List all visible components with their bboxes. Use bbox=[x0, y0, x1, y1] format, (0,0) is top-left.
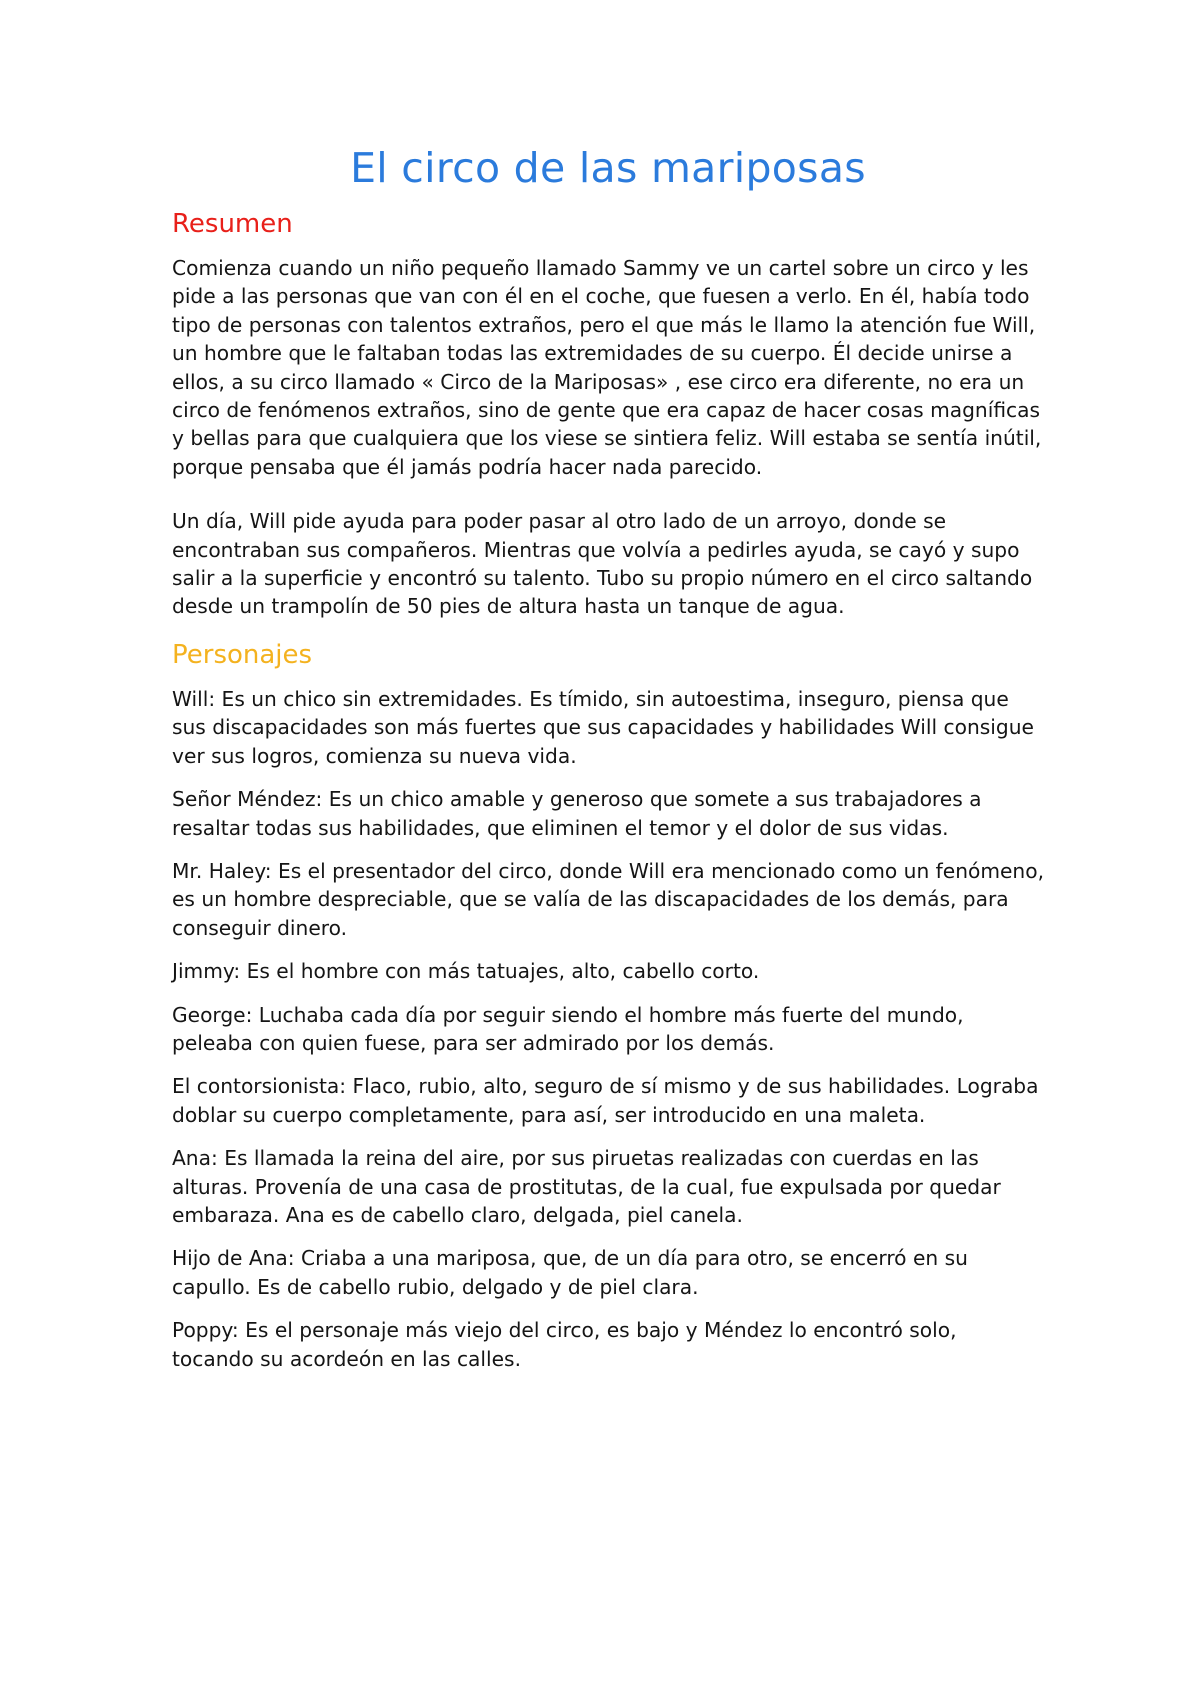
character-poppy: Poppy: Es el personaje más viejo del circo, es bajo y Méndez lo encontró solo, tocando su acordeón en las calles. bbox=[172, 1318, 957, 1371]
character-ana: Ana: Es llamada la reina del aire, por sus piruetas realizadas con cuerdas en las alturas. Provenía de una casa de prostitutas, de la cual, fue expulsada por quedar embaraza. Ana es de cabello claro, delgada, piel canela. bbox=[172, 1146, 1001, 1227]
character-contorsionista: El contorsionista: Flaco, rubio, alto, seguro de sí mismo y de sus habilidades. Lograba doblar su cuerpo completamente, para así, ser introducido en una maleta. bbox=[172, 1074, 1039, 1127]
character-hijo-de-ana: Hijo de Ana: Criaba a una mariposa, que, de un día para otro, se encerró en su capullo. Es de cabello rubio, delgado y de piel clara. bbox=[172, 1246, 968, 1299]
summary-paragraph-1: Comienza cuando un niño pequeño llamado Sammy ve un cartel sobre un circo y les pide a las personas que van con él en el coche, que fuesen a verlo. En él, había todo tipo de personas con talentos extraños, pero el que más le llamo la atención fue Will, un hombre que le faltaban todas las extremidades de su cuerpo. Él decide unirse a ellos, a su circo llamado « Circo de la Mariposas» , ese circo era diferente, no era un circo de fenómenos extraños, sino de gente que era capaz de hacer cosas magníficas y bellas para que cualquiera que los viese se sintiera feliz. Will estaba se sentía inútil, porque pensaba que él jamás podría hacer nada parecido. bbox=[172, 256, 1042, 479]
character-senor-mendez: Señor Méndez: Es un chico amable y generoso que somete a sus trabajadores a resaltar todas sus habilidades, que eliminen el temor y el dolor de sus vidas. bbox=[172, 787, 982, 840]
section-heading-resumen: Resumen bbox=[172, 209, 293, 239]
characters-list bbox=[172, 685, 1044, 1373]
document-title: El circo de las mariposas bbox=[350, 144, 866, 192]
section-heading-personajes: Personajes bbox=[172, 639, 313, 670]
character-mr-haley: Mr. Haley: Es el presentador del circo, donde Will era mencionado como un fenómeno, es un hombre despreciable, que se valía de las discapacidades de los demás, para conseguir dinero. bbox=[172, 858, 1044, 940]
character-jimmy: Jimmy: Es el hombre con más tatuajes, alto, cabello corto. bbox=[172, 959, 760, 984]
character-george: George: Luchaba cada día por seguir siendo el hombre más fuerte del mundo, peleaba con quien fuese, para ser admirado por los demás. bbox=[172, 1002, 964, 1055]
document-content bbox=[172, 140, 1044, 1373]
summary-paragraph-2: Un día, Will pide ayuda para poder pasar al otro lado de un arroyo, donde se encontraban sus compañeros. Mientras que volvía a pedirles ayuda, se cayó y supo salir a la superficie y encontró su talento. Tubo su propio número en el circo saltando desde un trampolín de 50 pies de altura hasta un tanque de agua. bbox=[172, 509, 1033, 619]
character-will: Will: Es un chico sin extremidades. Es tímido, sin autoestima, inseguro, piensa que sus discapacidades son más fuertes que sus capacidades y habilidades Will consigue ver sus logros, comienza su nueva vida. bbox=[172, 686, 1034, 768]
